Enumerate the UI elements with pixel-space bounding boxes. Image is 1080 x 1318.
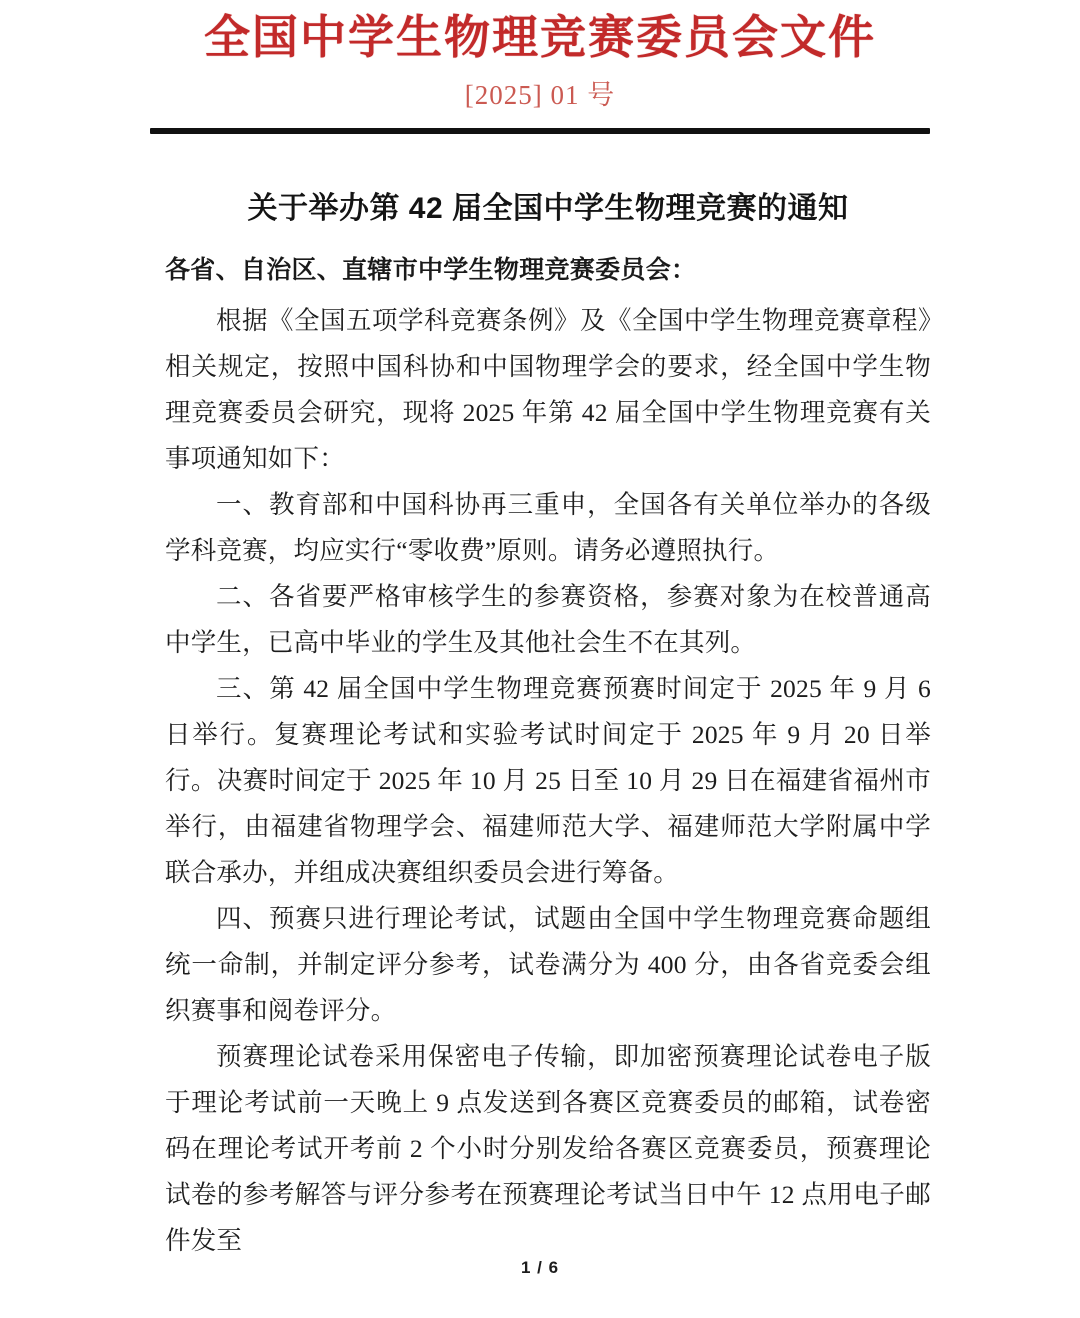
masthead-organization-title: 全国中学生物理竞赛委员会文件: [204, 11, 876, 63]
body-paragraph-item-3: 三、第 42 届全国中学生物理竞赛预赛时间定于 2025 年 9 月 6 日举行。复赛理论考试和实验考试时间定于 2025 年 9 月 20 日举行。决赛时间定于 2025 年 10 月 25 日至 10 月 29 日在福建省福州市举行，由福建省物理学会、福建师范大学、福建师范大学附属中学联合承办，并组成决赛组织委员会进行筹备。: [165, 674, 931, 887]
document-masthead: [0, 0, 1080, 134]
body-paragraph-transmission: 预赛理论试卷采用保密电子传输，即加密预赛理论试卷电子版于理论考试前一天晚上 9 点发送到各赛区竞赛委员的邮箱，试卷密码在理论考试开考前 2 个小时分别发给各赛区竞赛委员，预赛理论试卷的参考解答与评分参考在预赛理论考试当日中午 12 点用电子邮件发至: [165, 1042, 931, 1255]
body-paragraph-item-4: 四、预赛只进行理论考试，试题由全国中学生物理竞赛命题组统一命制，并制定评分参考，试卷满分为 400 分，由各省竞委会组织赛事和阅卷评分。: [165, 904, 931, 1025]
footer-page-number: 1 / 6: [520, 1258, 560, 1277]
page-title: 关于举办第 42 届全国中学生物理竞赛的通知: [247, 192, 849, 225]
document-body: [165, 186, 931, 1264]
masthead-document-number: [2025] 01 号: [464, 80, 616, 110]
body-paragraph-item-1: 一、教育部和中国科协再三重申，全国各有关单位举办的各级学科竞赛，均应实行“零收费”原则。请务必遵照执行。: [165, 490, 931, 565]
masthead-horizontal-rule: [150, 128, 930, 134]
body-paragraph-item-2: 二、各省要严格审核学生的参赛资格，参赛对象为在校普通高中学生，已高中毕业的学生及其他社会生不在其列。: [165, 582, 931, 657]
masthead-rule-container: [0, 128, 1080, 134]
document-footer: [0, 1258, 1080, 1278]
body-paragraph-intro: 根据《全国五项学科竞赛条例》及《全国中学生物理竞赛章程》相关规定，按照中国科协和中国物理学会的要求，经全国中学生物理竞赛委员会研究，现将 2025 年第 42 届全国中学生物理竞赛有关事项通知如下：: [165, 306, 931, 473]
document-addressee: 各省、自治区、直辖市中学生物理竞赛委员会：: [165, 256, 697, 284]
